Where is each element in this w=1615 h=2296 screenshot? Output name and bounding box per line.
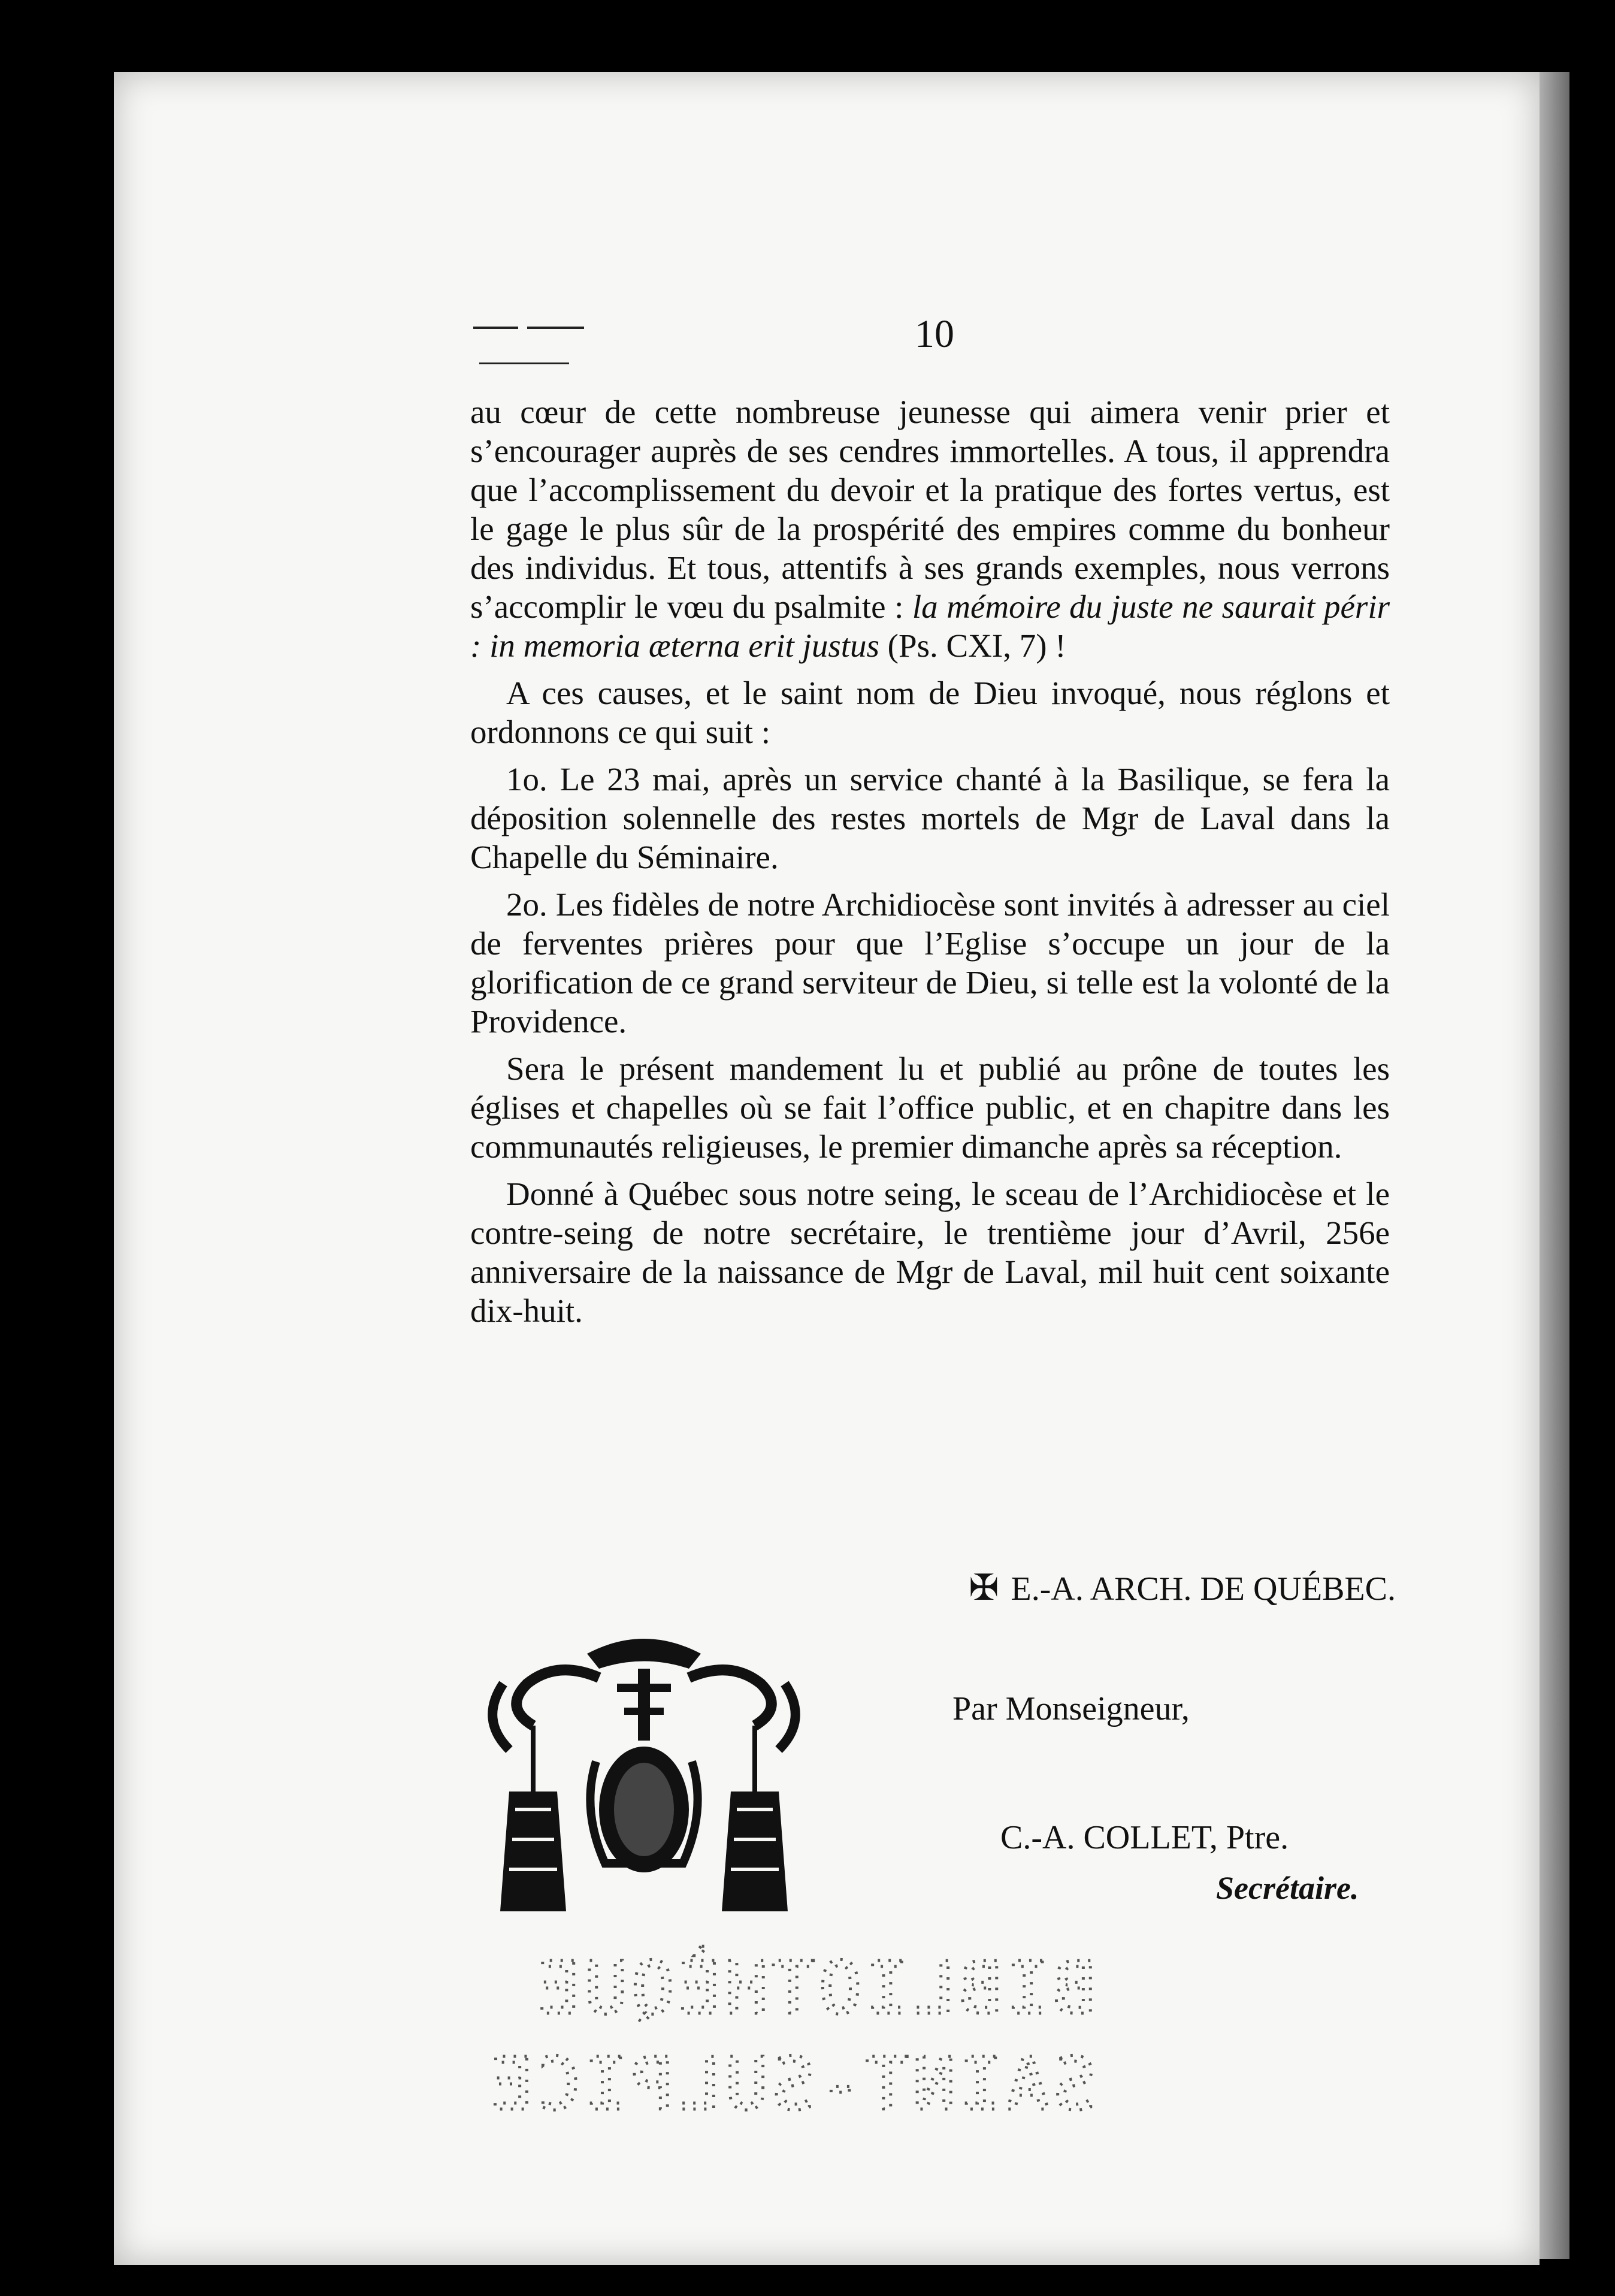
stamp-line: BIBLIOTHÈQUE [534, 1947, 1096, 2031]
stamp-line: SAINT-SULPICE [486, 2043, 1096, 2126]
paragraph: A ces causes, et le saint nom de Dieu invoqué, nous réglons et ordonnons ce qui suit : [470, 675, 1390, 750]
paragraph: Donné à Québec sous notre seing, le sceau de l’Archidiocèse et le contre-seing de notre secrétaire, le trentième jour d’Avril, 256e anniversaire de la naissance de Mgr de Laval, mil huit cent soixante dix-huit. [470, 1176, 1390, 1329]
archbishop-signature [797, 1567, 1396, 1609]
paragraph-text: (Ps. CXI, 7) ! [879, 627, 1066, 664]
document-body [470, 392, 1390, 1339]
header-rule [473, 327, 518, 329]
secretary-name: C.-A. COLLET, Ptre. [1000, 1819, 1289, 1856]
paragraph: Sera le présent mandement lu et publié au prône de toutes les églises et chapelles où se fait l’office public, et en chapitre dans les communautés religieuses, le premier dimanche après sa réception. [470, 1050, 1390, 1165]
page-number: 10 [915, 312, 954, 356]
secretary-title: Secrétaire. [1216, 1870, 1359, 1906]
paragraph: 1o. Le 23 mai, après un service chanté à la Basilique, se fera la déposition solennelle des restes mortels de Mgr de Laval dans la Chapelle du Séminaire. [470, 761, 1390, 875]
paragraph: 2o. Les fidèles de notre Archidiocèse sont invités à adresser au ciel de ferventes prières pour que l’Eglise s’occupe un jour de la glorification de ce grand serviteur de Dieu, si telle est la volonté de la Providence. [470, 886, 1390, 1040]
header-rule [527, 327, 584, 329]
countersign-label: Par Monseigneur, [952, 1690, 1190, 1727]
header-rule [479, 362, 569, 364]
episcopal-cross-icon: ✠ [969, 1568, 999, 1608]
paragraph-continuation [470, 392, 1390, 665]
latin-quotation: la mémoire du juste ne saurait périr : in memoria æterna erit justus [470, 588, 1390, 664]
paragraph-text: au cœur de cette nombreuse jeunesse qui aimera venir prier et s’encourager auprès de ses cendres immortelles. A tous, il apprendra que l’accomplissement du devoir et la pratique des fortes vertus, est le gage le plus sûr de la prospérité des empires comme du bonheur des individus. Et tous, attentifs à ses grands exemples, nous verrons s’accomplir le vœu du psalmite : [470, 394, 1390, 625]
signatory-name: E.-A. ARCH. DE QUÉBEC. [1011, 1570, 1396, 1608]
library-perforation-stamp [486, 1935, 1108, 2127]
archiepiscopal-coat-of-arms [467, 1612, 821, 1911]
